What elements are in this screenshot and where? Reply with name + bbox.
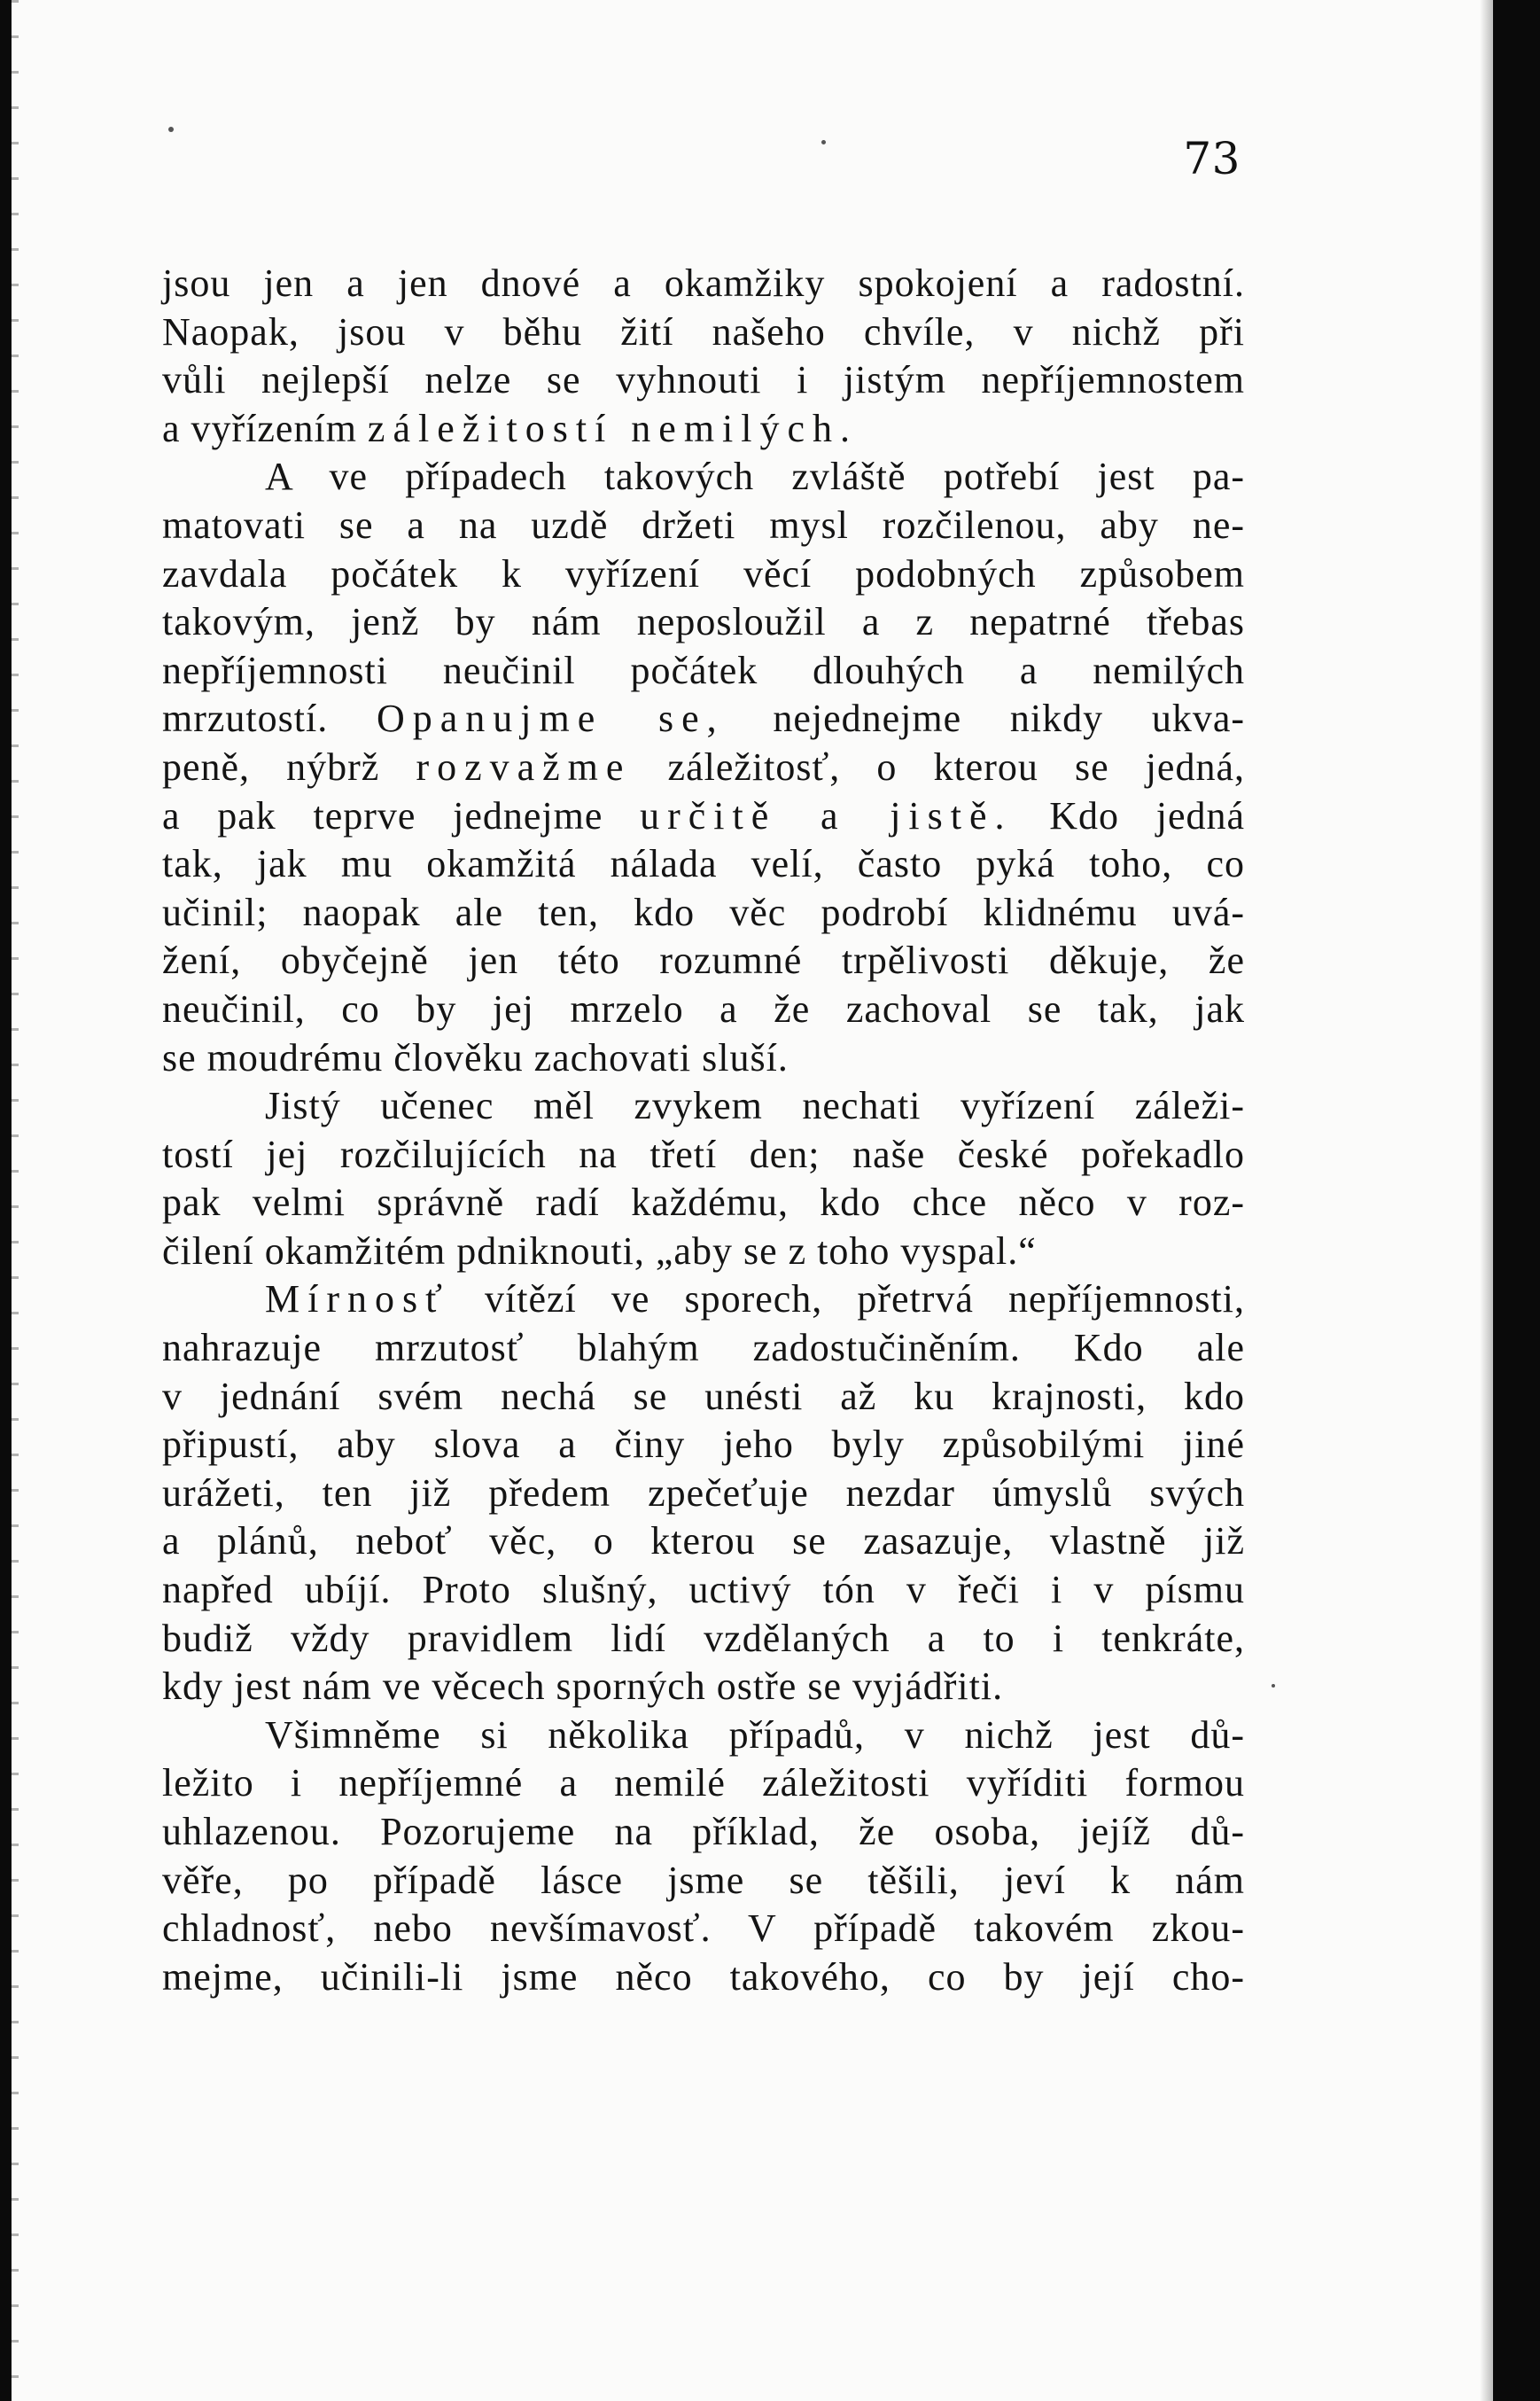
- text-line: vůli nejlepší nelze se vyhnouti i jistým nepříjemnostem: [162, 358, 1245, 402]
- paragraph: [162, 1082, 1245, 1275]
- left-scan-border: [0, 0, 12, 2401]
- right-scan-border: [1493, 0, 1540, 2401]
- body-text: [162, 260, 1245, 2001]
- text-line: peně, nýbrž rozvažme záležitosť, o kterou se jedná,: [162, 744, 1245, 789]
- text-line: a vyřízením záležitostí nemilých.: [162, 406, 859, 450]
- paragraph: [162, 260, 1245, 453]
- spaced-emphasis: záležitostí nemilých.: [367, 406, 859, 450]
- spaced-emphasis: určitě a jistě.: [640, 793, 1013, 838]
- dust-speck: [1272, 1684, 1275, 1688]
- text-line: ležito i nepříjemné a nemilé záležitosti vyříditi formou: [162, 1761, 1245, 1805]
- paragraph: [162, 1275, 1245, 1711]
- page-number: 73: [1183, 133, 1241, 184]
- spaced-emphasis: Mírnosť: [265, 1277, 450, 1321]
- text-line: žení, obyčejně jen této rozumné trpělivosti děkuje, že: [162, 939, 1245, 983]
- text-line: tak, jak mu okamžitá nálada velí, často pyká toho, co: [162, 842, 1245, 886]
- left-border-texture: [12, 0, 19, 2401]
- paragraph: [162, 1711, 1245, 2002]
- text-line: mejme, učinili-li jsme něco takového, co by její cho-: [162, 1954, 1245, 1999]
- spaced-emphasis: rozvažme: [416, 744, 632, 789]
- text-line: uhlazenou. Pozorujeme na příklad, že osoba, jejíž dů-: [162, 1810, 1245, 1853]
- text-line: tostí jej rozčilujících na třetí den; naše české pořekadlo: [162, 1132, 1245, 1176]
- text-line: urážeti, ten již předem zpečeťuje nezdar úmyslů svých: [162, 1470, 1245, 1515]
- text-line: jsou jen a jen dnové a okamžiky spokojení a radostní.: [162, 261, 1245, 305]
- text-line: nepříjemnosti neučinil počátek dlouhých a nemilých: [162, 648, 1245, 692]
- text-line: matovati se a na uzdě držeti mysl rozčilenou, aby ne-: [162, 503, 1245, 547]
- dust-speck: [168, 127, 174, 132]
- text-line: Všimněme si několika případů, v nichž jest dů-: [265, 1712, 1245, 1757]
- text-line: napřed ubíjí. Proto slušný, uctivý tón v řeči i v písmu: [162, 1568, 1245, 1612]
- text-line: nahrazuje mrzutosť blahým zadostučiněním. Kdo ale: [162, 1326, 1245, 1370]
- text-line: Mírnosť vítězí ve sporech, přetrvá nepříjemnosti,: [265, 1277, 1245, 1321]
- text-line: a plánů, neboť věc, o kterou se zasazuje, vlastně již: [162, 1519, 1245, 1563]
- text-line: kdy jest nám ve věcech sporných ostře se vyjádřiti.: [162, 1664, 1004, 1709]
- text-line: A ve případech takových zvláště potřebí jest pa-: [265, 455, 1245, 499]
- paragraph: [162, 453, 1245, 1082]
- text-line: učinil; naopak ale ten, kdo věc podrobí klidnému uvá-: [162, 890, 1245, 934]
- text-line: takovým, jenž by nám neposloužil a z nepatrné třebas: [162, 600, 1245, 644]
- text-line: věře, po případě lásce jsme se těšili, jeví k nám: [162, 1858, 1245, 1902]
- text-line: v jednání svém nechá se unésti až ku krajnosti, kdo: [162, 1374, 1245, 1418]
- text-line: budiž vždy pravidlem lidí vzdělaných a to i tenkráte,: [162, 1616, 1245, 1660]
- text-line: mrzutostí. Opanujme se, nejednejme nikdy ukva-: [162, 697, 1246, 741]
- text-line: pak velmi správně radí každému, kdo chce něco v roz-: [162, 1181, 1245, 1225]
- dust-speck: [821, 140, 826, 144]
- text-line: připustí, aby slova a činy jeho byly způsobilými jiné: [162, 1423, 1245, 1467]
- text-line: zavdala počátek k vyřízení věcí podobných způsobem: [162, 551, 1245, 596]
- text-line: Naopak, jsou v běhu žití našeho chvíle, v nichž při: [162, 309, 1245, 354]
- text-line: neučinil, co by jej mrzelo a že zachoval se tak, jak: [162, 986, 1245, 1031]
- text-line: čilení okamžitém pdniknouti, „aby se z toho vyspal.“: [162, 1228, 1037, 1273]
- text-line: Jistý učenec měl zvykem nechati vyřízení záleži-: [265, 1084, 1245, 1128]
- text-line: chladnosť, nebo nevšímavosť. V případě takovém zkou-: [162, 1906, 1245, 1951]
- text-line: a pak teprve jednejme určitě a jistě. Kdo jedná: [162, 793, 1246, 838]
- right-edge-shadow: [1480, 0, 1493, 2401]
- spaced-emphasis: Opanujme se,: [376, 697, 725, 741]
- text-line: se moudrému člověku zachovati sluší.: [162, 1035, 789, 1080]
